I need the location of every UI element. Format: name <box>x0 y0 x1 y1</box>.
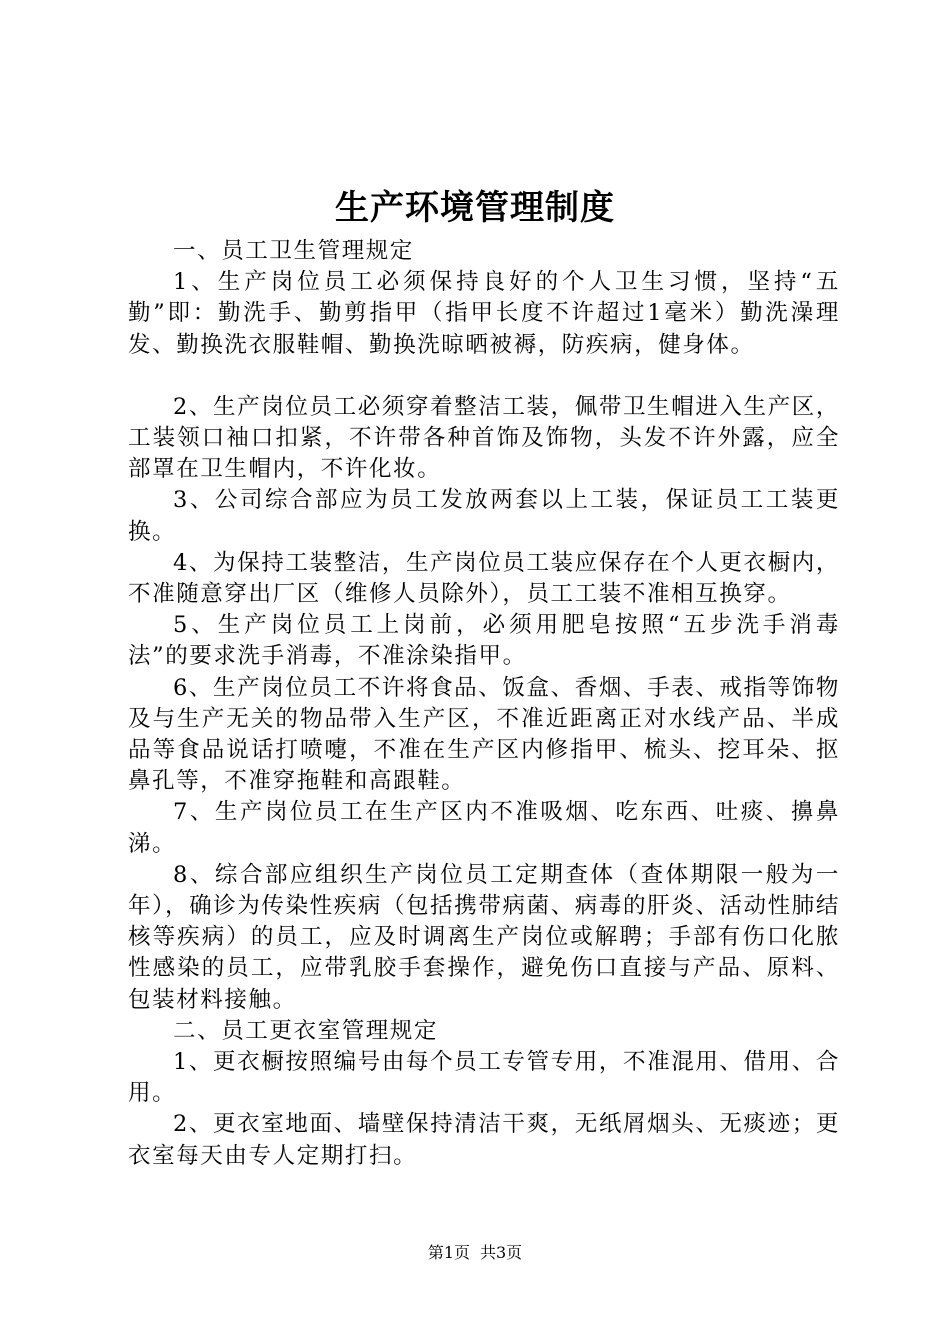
page-total: 共3页 <box>480 1243 523 1262</box>
section-heading-locker-room: 二、员工更衣室管理规定 <box>173 1017 439 1044</box>
paragraph: 1、更衣橱按照编号由每个员工专管专用，不准混用、借用、合用。 <box>128 1049 840 1107</box>
paragraph: 2、更衣室地面、墙壁保持清洁干爽，无纸屑烟头、无痰迹；更衣室每天由专人定期打扫。 <box>128 1111 840 1169</box>
document-body <box>128 236 840 1172</box>
paragraph: 6、生产岗位员工不许将食品、饭盒、香烟、手表、戒指等饰物及与生产无关的物品带入生产区，不准近距离正对水线产品、半成品等食品说话打喷嚏，不准在生产区内修指甲、梳头、挖耳朵、抠鼻孔等，不准穿拖鞋和高跟鞋。 <box>128 674 840 795</box>
paragraph: 7、生产岗位员工在生产区内不准吸烟、吃东西、吐痰、擤鼻涕。 <box>128 799 840 857</box>
paragraph: 5、生产岗位员工上岗前，必须用肥皂按照“五步洗手消毒法”的要求洗手消毒，不准涂染指甲。 <box>128 612 840 670</box>
paragraph: 8、综合部应组织生产岗位员工定期查体（查体期限一般为一年），确诊为传染性疾病（包括携带病菌、病毒的肝炎、活动性肺结核等疾病）的员工，应及时调离生产岗位或解聘；手部有伤口化脓性感染的员工，应带乳胶手套操作，避免伤口直接与产品、原料、包装材料接触。 <box>128 861 840 1013</box>
paragraph: 4、为保持工装整洁，生产岗位员工装应保存在个人更衣橱内，不准随意穿出厂区（维修人员除外），员工工装不准相互换穿。 <box>128 549 840 608</box>
paragraph: 2、生产岗位员工必须穿着整洁工装，佩带卫生帽进入生产区，工装领口袖口扣紧，不许带各种首饰及饰物，头发不许外露，应全部罩在卫生帽内，不许化妆。 <box>128 393 840 483</box>
document-title: 生产环境管理制度 <box>335 188 615 228</box>
page-footer <box>0 1241 950 1265</box>
paragraph: 3、公司综合部应为员工发放两套以上工装，保证员工工装更换。 <box>128 487 840 545</box>
page-number: 第1页 <box>427 1243 470 1262</box>
paragraph: 1、生产岗位员工必须保持良好的个人卫生习惯，坚持“五勤”即：勤洗手、勤剪指甲（指甲长度不许超过1毫米）勤洗澡理发、勤换洗衣服鞋帽、勤换洗晾晒被褥，防疾病，健身体。 <box>128 269 840 358</box>
section-heading-hygiene: 一、员工卫生管理规定 <box>173 238 415 264</box>
